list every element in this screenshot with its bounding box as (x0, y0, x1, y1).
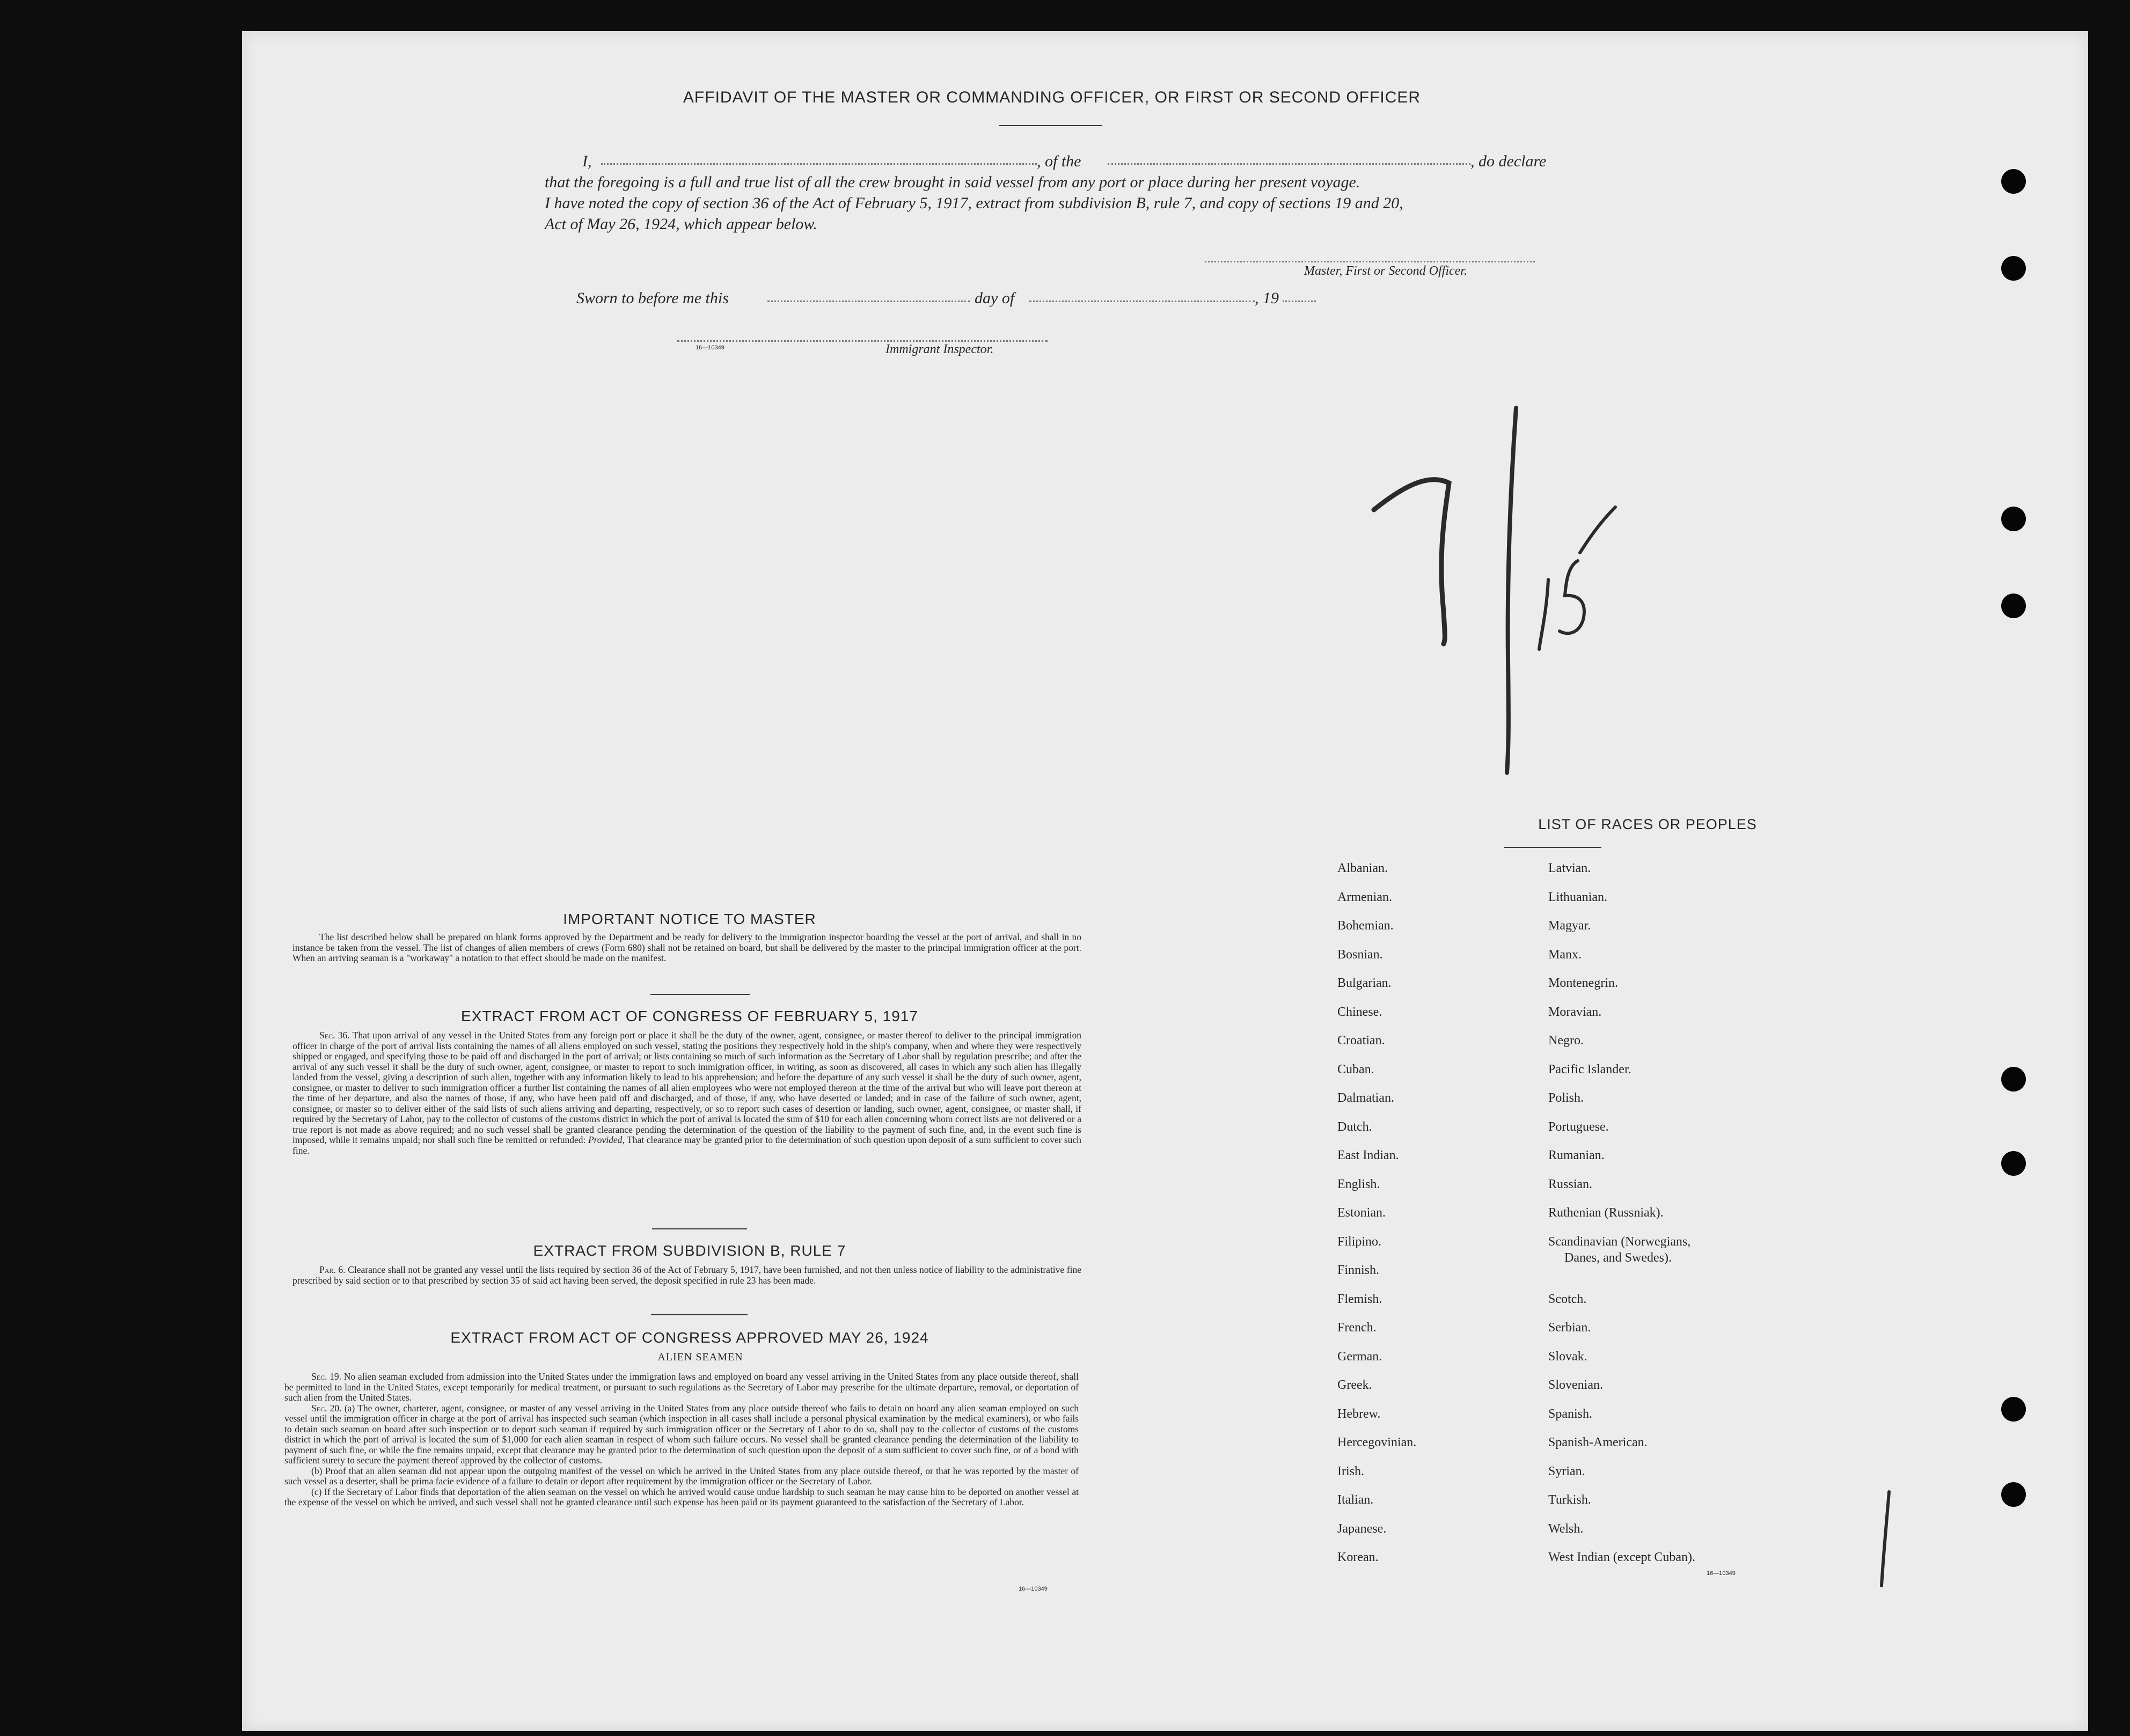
extract-rule7-body: Clearance shall not be granted any vessel until the lists required by section 36 of the Act of February 5, 1917, have been furnished, and not then unless notice of liability to the administrative fine prescribed by said section or to that prescribed by section 35 of said act having been served, the deposit specified in rule 23 has been made. (292, 1264, 1082, 1286)
races-title: LIST OF RACES OR PEOPLES (1538, 816, 1757, 832)
binder-hole (2001, 507, 2026, 531)
binder-hole (2001, 1482, 2026, 1507)
binder-hole (2001, 256, 2026, 281)
race-item: Negro. (1548, 1034, 1584, 1048)
section-label: Sec. 20. (311, 1402, 342, 1413)
affidavit-line-3: I have noted the copy of section 36 of the Act of February 5, 1917, extract from subdivision B, rule 7, and copy of sections 19 and 20, (545, 194, 1403, 212)
race-item: Lithuanian. (1548, 890, 1607, 904)
race-item: Rumanian. (1548, 1148, 1605, 1162)
race-item-line: Danes, and Swedes). (1564, 1250, 1672, 1265)
extract-rule7-title: EXTRACT FROM SUBDIVISION B, RULE 7 (533, 1242, 846, 1259)
blank-year[interactable] (1283, 301, 1316, 302)
race-item: Slovenian. (1548, 1378, 1603, 1392)
race-item: Slovak. (1548, 1349, 1587, 1364)
extract-1917-body-end: That clearance may be granted prior to the determination of such question upon deposit of a sum sufficient to cover such fine. (292, 1134, 1082, 1156)
paragraph-label: Par. 6. (319, 1264, 346, 1275)
race-item: Bosnian. (1337, 947, 1383, 962)
inspector-caption: Immigrant Inspector. (885, 342, 994, 356)
binder-hole (2001, 1151, 2026, 1176)
handwritten-mark (1868, 1486, 1900, 1594)
race-item: East Indian. (1337, 1148, 1399, 1162)
extract-rule7-block (292, 1265, 1081, 1286)
race-item: Croatian. (1337, 1034, 1385, 1048)
form-number: 16—10349 (1707, 1570, 1736, 1577)
divider (651, 1314, 748, 1315)
race-item: Pacific Islander. (1548, 1062, 1631, 1076)
section-20b-body: (b) Proof that an alien seaman did not appear upon the outgoing manifest of the vessel on which he arrived in the United States from any place outside thereof, or that he was reported by the master of such vessel as a deserter, shall be prima facie evidence of a failure to detain or deport after requirement by the immigration officer or the Secretary of Labor. (284, 1465, 1079, 1486)
extract-1924-title: EXTRACT FROM ACT OF CONGRESS APPROVED MAY 26, 1924 (450, 1329, 929, 1346)
race-item: Flemish. (1337, 1292, 1382, 1306)
extract-1924-block (284, 1372, 1079, 1508)
section-19-body: No alien seaman excluded from admission into the United States under the immigration laws and employed on board any vessel arriving in the United States from any place outside thereof, shall be permitted to land in the United States, except temporarily for medical treatment, or pursuant to such regulations as the Secretary of Labor may prescribe for the ultimate departure, removal, or deportation of such alien from the United States. (284, 1371, 1079, 1403)
race-item: Ruthenian (Russniak). (1548, 1206, 1664, 1220)
race-item: Hercegovinian. (1337, 1435, 1417, 1449)
affidavit-line-2: that the foregoing is a full and true list of all the crew brought in said vessel from any port or place during her present voyage. (545, 173, 1360, 191)
sworn-end: , 19 (1255, 289, 1279, 307)
race-item: Spanish-American. (1548, 1435, 1648, 1449)
race-item: Dutch. (1337, 1119, 1372, 1134)
race-item: Dalmatian. (1337, 1091, 1394, 1105)
binder-hole (2001, 169, 2026, 194)
divider (999, 125, 1102, 126)
race-item: Estonian. (1337, 1206, 1386, 1220)
race-item: Korean. (1337, 1550, 1379, 1564)
race-item: Cuban. (1337, 1062, 1374, 1076)
divider (1504, 847, 1601, 848)
extract-1917-title: EXTRACT FROM ACT OF CONGRESS OF FEBRUARY 5, 1917 (461, 1008, 918, 1024)
signature-caption: Master, First or Second Officer. (1304, 264, 1467, 278)
race-item: Scotch. (1548, 1292, 1587, 1306)
blank-vessel[interactable] (1108, 163, 1470, 165)
race-item: Spanish. (1548, 1407, 1593, 1421)
affidavit-line-1-mid: , of the (1037, 152, 1081, 170)
race-item: Hebrew. (1337, 1407, 1381, 1421)
form-number: 16—10349 (696, 345, 724, 351)
divider (652, 1228, 747, 1229)
race-item: English. (1337, 1177, 1380, 1191)
signature-line[interactable] (1205, 261, 1535, 262)
race-item: Manx. (1548, 947, 1582, 962)
blank-month[interactable] (1029, 301, 1255, 302)
binder-hole (2001, 594, 2026, 618)
race-item: Finnish. (1337, 1263, 1380, 1277)
affidavit-line-1-end: , do declare (1470, 152, 1547, 170)
race-item: Serbian. (1548, 1321, 1591, 1335)
race-item: Italian. (1337, 1493, 1374, 1507)
race-item: Montenegrin. (1548, 976, 1618, 990)
race-item: Greek. (1337, 1378, 1372, 1392)
race-item: Filipino. (1337, 1234, 1382, 1249)
section-20a-body: (a) The owner, charterer, agent, consignee, or master of any vessel arriving in the United States from any place outside thereof who fails to detain on board any alien seaman employed on such vessel until the immigration officer in charge at the port of arrival has inspected such seaman (which inspection in all cases shall include a personal physical examination by the medical examiners), or who fails to detain such seaman on board after such inspection or to deport such seaman if required by such immigration officer or the Secretary of Labor to do so, shall pay to the collector of customs of the customs district in which the port of arrival is located the sum of $1,000 for each alien seaman in respect of whom such failure occurs. No vessel shall be granted clearance pending the determination of the liability to payment of such fine, or while the fine remains unpaid, except that clearance may be granted prior to the determination of such question upon the deposit of a sum sufficient to cover such fine, or of a bond with sufficient surety to secure the payment thereof approved by the collector of customs. (284, 1402, 1079, 1466)
race-item: Turkish. (1548, 1493, 1591, 1507)
affidavit-line-1-start: I, (582, 152, 592, 170)
extract-1917-body: That upon arrival of any vessel in the United States from any foreign port or place it shall be the duty of the owner, agent, consignee, or master thereof to deliver to the principal immigration officer in charge of the port of arrival lists containing the names of all aliens employed on such vessel, stating the positions they respectively hold in the ship's company, when and where they were respectively shipped or engaged, and specifying those to be paid off and discharged in the port of arrival; or lists containing so much of such information as the Secretary of Labor shall by regulation prescribe; and after the arrival of any such vessel it shall be the duty of such owner, agent, consignee, or master to report to such immigration officer, in writing, as soon as discovered, all cases in which any such alien has illegally landed from the vessel, giving a description of such alien, together with any information likely to lead to his apprehension; and before the departure of any such vessel it shall be the duty of such owner, agent, consignee, or master to deliver to such immigration officer a further list containing the names of all alien employees who were not employed thereon at the time of the arrival but who will leave port thereon at the time of her departure, and also the names of those, if any, who have been paid off and discharged, and of those, if any, who have deserted or landed; and in case of the failure of such owner, agent, consignee, or master so to deliver either of the said lists of such aliens arriving and departing, respectively, or so to report such cases of desertion or landing, such owner, agent, consignee, or master shall, if required by the Secretary of Labor, pay to the collector of customs of the customs district in which the port of arrival is located the sum of $10 for each alien concerning whom correct lists are not delivered or a true report is not made as above required; and no such vessel shall be granted clearance pending the determination of the question of the liability to the payment of such fine, and, in the event such fine is imposed, while it remains unpaid; nor shall such fine be remitted or refunded: (292, 1030, 1081, 1145)
race-item: Moravian. (1548, 1005, 1602, 1019)
race-item: Irish. (1337, 1464, 1364, 1478)
race-item: Portuguese. (1548, 1119, 1609, 1134)
sworn-mid: day of (975, 289, 1015, 307)
race-item: Albanian. (1337, 861, 1388, 875)
notice-title: IMPORTANT NOTICE TO MASTER (563, 911, 816, 927)
blank-day[interactable] (767, 301, 970, 302)
race-item: Polish. (1548, 1091, 1584, 1105)
race-item: Bohemian. (1337, 919, 1394, 933)
section-20c-body: (c) If the Secretary of Labor finds that deportation of the alien seaman on the vessel on which he arrived would cause undue hardship to such seaman he may cause him to be deported on another vessel at the expense of the vessel on which he arrived, and such vessel shall not be granted clearance until such expense has been paid or its payment guaranteed to the satisfaction of the Secretary of Labor. (284, 1486, 1079, 1507)
races-left-column (1337, 860, 1416, 1578)
race-item: Russian. (1548, 1177, 1593, 1191)
blank-name[interactable] (601, 163, 1037, 165)
form-number: 16—10349 (1019, 1586, 1048, 1592)
race-item: Magyar. (1548, 919, 1591, 933)
race-item: Bulgarian. (1337, 976, 1392, 990)
races-right-column (1548, 860, 1695, 1578)
handwritten-fraction (1363, 397, 1664, 783)
section-label: Sec. 19. (311, 1371, 342, 1382)
binder-hole (2001, 1397, 2026, 1422)
divider (650, 994, 750, 995)
race-item: Armenian. (1337, 890, 1392, 904)
race-item: Japanese. (1337, 1521, 1387, 1536)
race-item: Welsh. (1548, 1521, 1584, 1536)
race-item: West Indian (except Cuban). (1548, 1550, 1695, 1564)
section-label: Sec. 36. (319, 1030, 350, 1041)
inspector-signature-line[interactable] (677, 340, 1048, 342)
binder-hole (2001, 1067, 2026, 1092)
race-item: Syrian. (1548, 1464, 1585, 1478)
affidavit-line-4: Act of May 26, 1924, which appear below. (545, 215, 817, 233)
race-item-line: Scandinavian (Norwegians, (1548, 1234, 1691, 1249)
notice-body: The list described below shall be prepared on blank forms approved by the Department and be ready for delivery to the immigration inspector boarding the vessel at the port of arrival, and shall in no instance be taken from the vessel. The list of changes of alien members of crews (Form 680) shall not be retained on board, but shall be delivered by the master to the principal immigration officer at the port. When an arriving seaman is a "workaway" a notation to that effect should be made on the manifest. (292, 932, 1081, 963)
race-item: Latvian. (1548, 861, 1591, 875)
race-item: Chinese. (1337, 1005, 1382, 1019)
race-item: French. (1337, 1321, 1377, 1335)
extract-1924-subtitle: ALIEN SEAMEN (657, 1351, 743, 1363)
race-item: German. (1337, 1349, 1382, 1364)
notice-body-block (292, 932, 1081, 964)
extract-1917-block (292, 1030, 1081, 1156)
race-item-multiline (1548, 1234, 1695, 1291)
sworn-start: Sworn to before me this (576, 289, 729, 307)
affidavit-title: AFFIDAVIT OF THE MASTER OR COMMANDING OFFICER, OR FIRST OR SECOND OFFICER (683, 89, 1421, 106)
proviso: Provided, (588, 1134, 625, 1145)
